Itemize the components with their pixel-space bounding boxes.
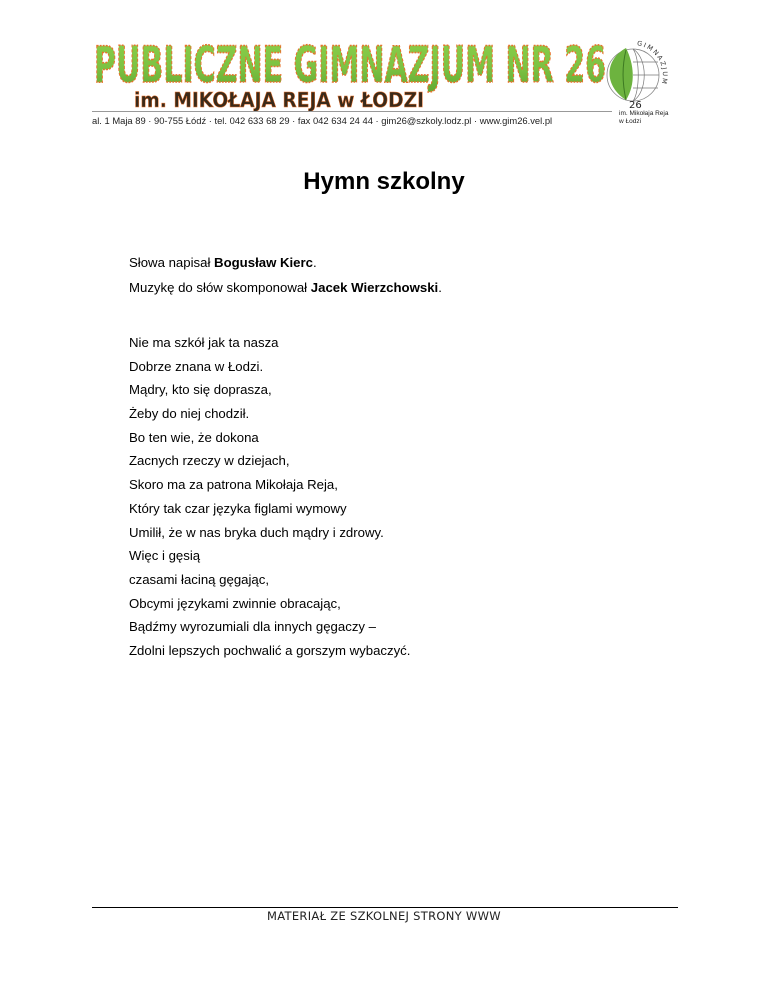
lyric-line: Dobrze znana w Łodzi. xyxy=(129,358,264,374)
patron-text: im. MIKOŁAJA REJA w ŁODZI xyxy=(134,88,424,112)
lyric-line: Zacnych rzeczy w dziejach, xyxy=(129,453,290,469)
logo-caption-line: im. Mikołaja Reja xyxy=(619,110,669,117)
lyric-line: Nie ma szkół jak ta nasza xyxy=(129,335,279,350)
lyricist-name: Bogusław Kierc xyxy=(214,255,313,270)
lyric-line: Więc i gęsią xyxy=(129,548,201,564)
music-credit: Muzykę do słów skomponował Jacek Wierzchowski. xyxy=(129,280,442,295)
document-title: Hymn szkolny xyxy=(303,168,465,195)
lyric-line: Umilił, że w nas bryka duch mądry i zdrowy. xyxy=(129,524,384,540)
svg-text:GIMNAZJUM xyxy=(636,39,669,86)
logo-ring-text: GIMNAZJUM xyxy=(636,39,669,87)
patron-banner xyxy=(134,84,434,114)
footer-note: MATERIAŁ ZE SZKOLNEJ STRONY WWW xyxy=(267,909,501,923)
lyric-line: Obcymi językami zwinnie obracając, xyxy=(129,595,341,611)
lyric-line: Zdolni lepszych pochwalić a gorszym wybaczyć. xyxy=(129,642,411,658)
lyric-line: Bądźmy wyrozumiali dla innych gęgaczy – xyxy=(129,619,377,635)
lyric-line: Żeby do niej chodził. xyxy=(129,406,250,422)
lyric-line: Mądry, kto się doprasza, xyxy=(129,382,272,398)
school-name: PUBLICZNE GIMNAZJUM NR 26 xyxy=(94,36,606,94)
logo-caption-line: w Łodzi xyxy=(619,118,642,125)
lyric-line: czasami łaciną gęgając, xyxy=(129,571,270,587)
school-logo xyxy=(596,38,670,112)
logo-number: 26 xyxy=(629,100,642,111)
footer-divider xyxy=(92,907,678,908)
lyric-line: Bo ten wie, że dokona xyxy=(129,429,259,445)
header-divider xyxy=(92,111,612,112)
logo-caption xyxy=(619,110,679,126)
lyric-line: Skoro ma za patrona Mikołaja Reja, xyxy=(129,477,338,493)
hymn-lyrics xyxy=(129,335,410,667)
composer-name: Jacek Wierzchowski xyxy=(310,280,439,295)
lyric-line: Który tak czar języka figlami wymowy xyxy=(129,500,347,516)
credits-block xyxy=(129,255,442,305)
school-address: al. 1 Maja 89 · 90-755 Łódź · tel. 042 633 68 29 · fax 042 634 24 44 · gim26@szkoly.lodz.pl · www.gim26.vel.pl xyxy=(92,115,553,126)
lyrics-credit: Słowa napisał Bogusław Kierc. xyxy=(129,255,317,270)
